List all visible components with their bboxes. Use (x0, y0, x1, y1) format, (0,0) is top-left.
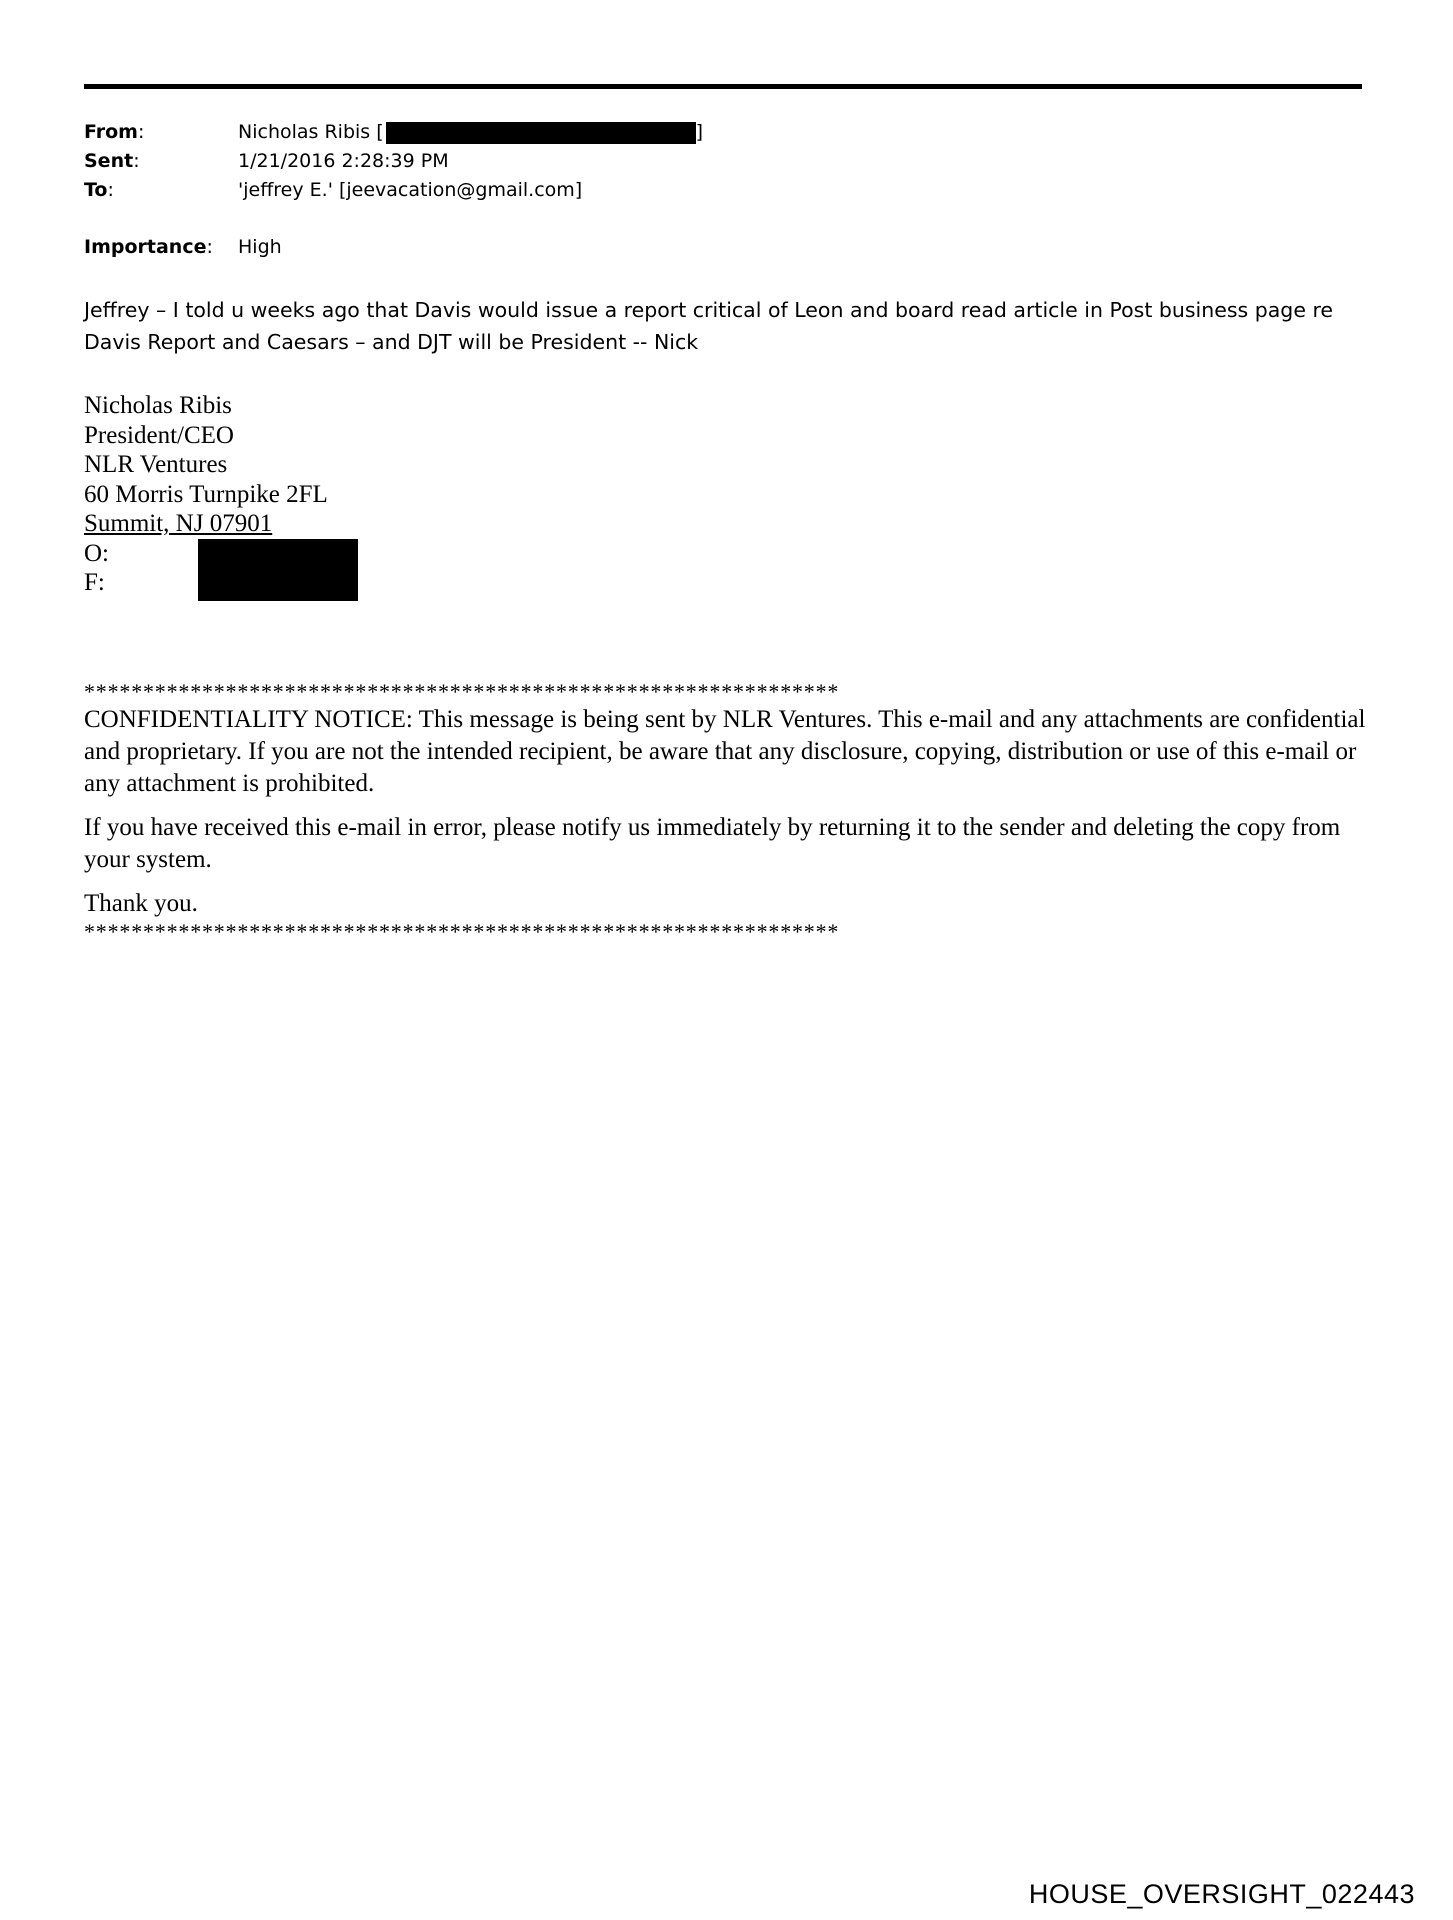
notice-thanks: Thank you. (84, 890, 198, 917)
office-label: O: (84, 539, 109, 567)
from-label: From (84, 121, 138, 143)
document-id-stamp: HOUSE_OVERSIGHT_022443 (1028, 1879, 1415, 1909)
notice-paragraph-2: If you have received this e-mail in error, please notify us immediately by returning it to the sender and deleting the copy from your system. (84, 814, 1341, 873)
top-divider (84, 84, 1362, 89)
importance-label: Importance (84, 236, 207, 258)
fax-label: F: (84, 569, 105, 596)
notice-paragraph-1: CONFIDENTIALITY NOTICE: This message is being sent by NLR Ventures. This e-mail and any attachments are confidential and proprietary. If you are not the intended recipient, be aware that any disclosure, copying, distribution or use of this e-mail or any attachment is prohibited. (84, 706, 1366, 797)
signature-name: Nicholas Ribis (84, 392, 232, 419)
confidentiality-notice (84, 680, 1374, 944)
message-body: Jeffrey – I told u weeks ago that Davis would issue a report critical of Leon and board read article in Post business page re Davis Report and Caesars – and DJT will be President -- Nick (84, 298, 1334, 354)
from-name: Nicholas Ribis [ (238, 121, 384, 143)
notice-top-stars: **************************************************************** (84, 679, 840, 704)
importance-row: Importance: High (84, 233, 703, 262)
signature-company: NLR Ventures (84, 451, 228, 478)
signature-address-line1: 60 Morris Turnpike 2FL (84, 480, 328, 508)
to-row: To: 'jeffrey E.' [jeevacation@gmail.com] (84, 176, 703, 205)
redacted-email-block (386, 122, 696, 144)
sent-value: 1/21/2016 2:28:39 PM (238, 150, 449, 172)
sent-label: Sent (84, 150, 134, 172)
to-value: 'jeffrey E.' [jeevacation@gmail.com] (238, 179, 583, 201)
from-row: From: Nicholas Ribis [ ] (84, 118, 703, 147)
to-label: To (84, 179, 108, 201)
email-header (84, 118, 703, 262)
signature-block (84, 391, 328, 598)
notice-bottom-stars: **************************************************************** (84, 919, 840, 944)
sent-row: Sent: 1/21/2016 2:28:39 PM (84, 147, 703, 176)
signature-address-line2: Summit, NJ 07901 (84, 510, 273, 537)
redacted-phone-block (198, 539, 358, 601)
importance-value: High (238, 236, 282, 258)
signature-title: President/CEO (84, 421, 234, 449)
